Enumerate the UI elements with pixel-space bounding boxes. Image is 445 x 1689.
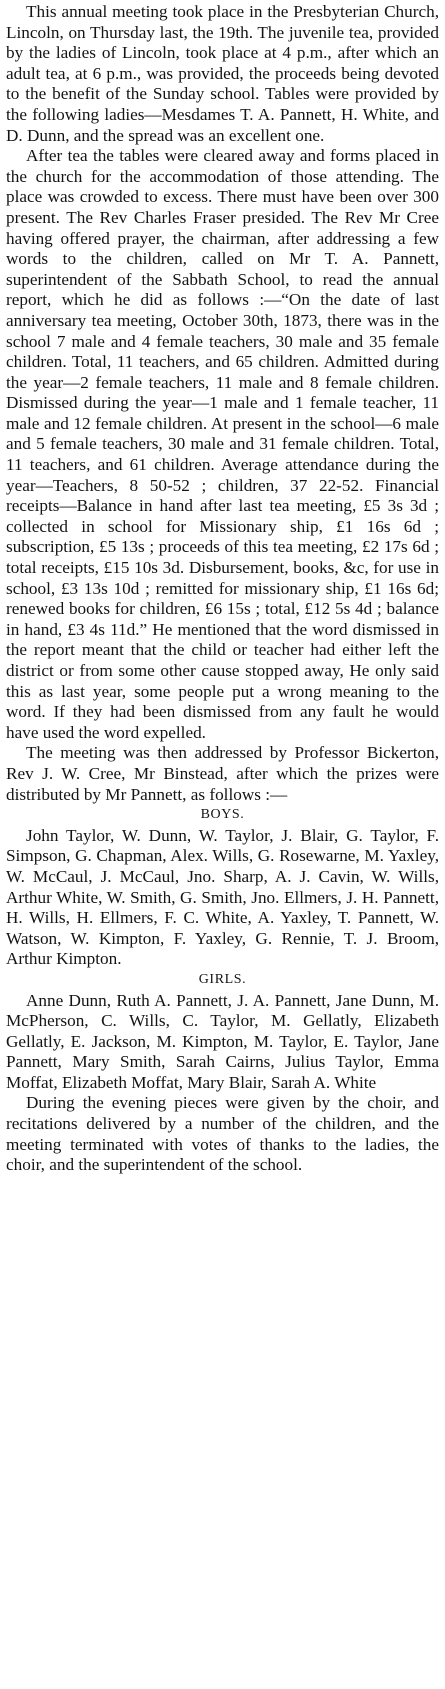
girls-heading: GIRLS. <box>198 971 247 987</box>
boys-heading: BOYS. <box>200 807 245 823</box>
boys-prize-list: John Taylor, W. Dunn, W. Taylor, J. Blair, G. Taylor, F. Simpson, G. Chapman, Alex. Wills, G. Rosewarne, M. Yaxley, W. McCaul, J. McCaul, Jno. Sharp, A. J. Cavin, W. Wills, Arthur White, W. Smith, G. Smith, Jno. Ellmers, J. H. Pannett, H. Wills, H. Ellmers, F. C. White, A. Yaxley, T. Pannett, W. Watson, W. Kimpton, F. Yaxley, G. Rennie, T. J. Broom, Arthur Kimpton. <box>6 825 439 969</box>
article-paragraph-closing: During the evening pieces were given by the choir, and recitations delivered by a number of the children, and the meeting terminated with votes of thanks to the ladies, the choir, and the superintendent of the school. <box>6 1093 439 1175</box>
article-paragraph-prizes: The meeting was then addressed by Professor Bickerton, Rev J. W. Cree, Mr Binstead, after which the prizes were distributed by Mr Pannett, as follows :— <box>6 743 439 804</box>
article-paragraph-report: After tea the tables were cleared away and forms placed in the church for the accommodation of those attending. The place was crowded to excess. There must have been over 300 present. The Rev Charles Fraser presided. The Rev Mr Cree having offered prayer, the chairman, after addressing a few words to the children, called on Mr T. A. Pannett, superintendent of the Sabbath School, to read the annual report, which he did as follows :—“On the date of last anniversary tea meeting, October 30th, 1873, there was in the school 7 male and 4 female teachers, 30 male and 35 female children. Total, 11 teachers, and 65 children. Admitted during the year—2 female teachers, 11 male and 8 female children. Dismissed during the year—1 male and 1 female teacher, 11 male and 12 female children. At present in the school—6 male and 5 female teachers, 30 male and 31 female children. Total, 11 teachers, and 61 children. Average attendance during the year—Teachers, 8 50-52 ; children, 37 22-52. Financial receipts—Balance in hand after last tea meeting, £5 3s 3d ; collected in school for Missionary ship, £1 16s 6d ; subscription, £5 13s ; proceeds of this tea meeting, £2 17s 6d ; total receipts, £15 10s 3d. Disbursement, books, &c, for use in school, £3 13s 10d ; remitted for missionary ship, £1 16s 6d; renewed books for children, £6 15s ; total, £12 5s 4d ; balance in hand, £3 4s 11d.” He mentioned that the word dismissed in the report meant that the child or teacher had either left the district or from some other cause stopped away, He only said this as last year, some people put a wrong meaning to the word. If they had been dismissed from any fault he would have used the word expelled. <box>6 146 439 742</box>
article-paragraph-intro: This annual meeting took place in the Presbyterian Church, Lincoln, on Thursday last, the 19th. The juvenile tea, provided by the ladies of Lincoln, took place at 4 p.m., after which an adult tea, at 6 p.m., was provided, the proceeds being devoted to the benefit of the Sunday school. Tables were provided by the following ladies—Mesdames T. A. Pannett, H. White, and D. Dunn, and the spread was an excellent one. <box>6 2 439 145</box>
article-column <box>6 2 439 1176</box>
girls-prize-list: Anne Dunn, Ruth A. Pannett, J. A. Pannett, Jane Dunn, M. McPherson, C. Wills, C. Taylor, M. Gellatly, Elizabeth Gellatly, E. Jackson, M. Kimpton, M. Taylor, E. Taylor, Jane Pannett, Mary Smith, Sarah Cairns, Julius Taylor, Emma Moffat, Elizabeth Moffat, Mary Blair, Sarah A. White <box>6 990 439 1092</box>
